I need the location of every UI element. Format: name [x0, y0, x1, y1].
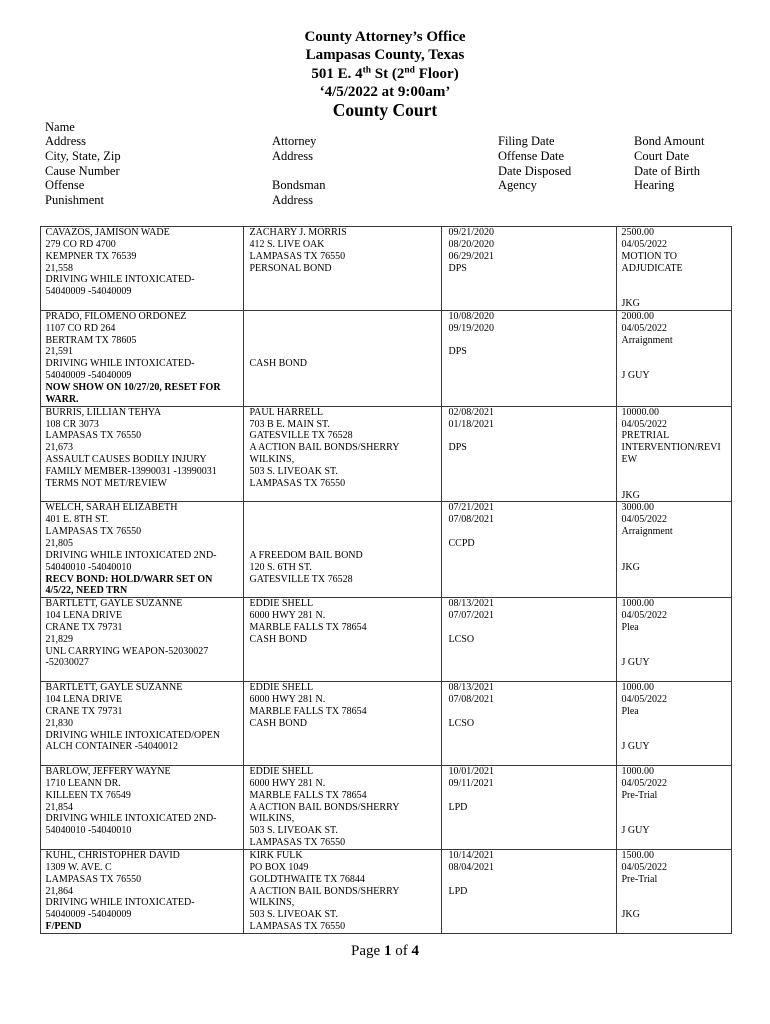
judge: JKG [621, 489, 640, 501]
defendant-city-state-zip: LAMPASAS TX 76550 [45, 873, 142, 885]
court-date: 04/05/2022 [621, 322, 668, 334]
filing-date: 08/13/2021 [448, 682, 495, 694]
offense-line: DRIVING WHILE INTOXICATED 2ND- [45, 549, 217, 561]
bond-cell [617, 598, 732, 682]
legend-label: Date of Birth [634, 163, 700, 178]
docket-table [40, 226, 732, 934]
bondsman-line: 503 S. LIVEOAK ST. [249, 909, 338, 921]
defendant-cell [41, 502, 244, 598]
case-row [41, 682, 732, 766]
counsel-cell [244, 310, 442, 406]
counsel-cell [244, 850, 442, 934]
bondsman-line: LAMPASAS TX 76550 [249, 921, 346, 933]
blank-line [622, 718, 732, 730]
filing-date: 10/14/2021 [448, 850, 495, 861]
agency: DPS [448, 442, 467, 454]
case-row [41, 406, 732, 502]
offense-line: DRIVING WHILE INTOXICATED 2ND- [45, 813, 217, 825]
agency: CCPD [448, 537, 475, 549]
defendant-name: BARTLETT, GAYLE SUZANNE [45, 682, 183, 694]
attorney-line: EDDIE SHELL [249, 598, 314, 610]
attorney-line: MARBLE FALLS TX 78654 [249, 621, 367, 633]
blank-line [622, 646, 732, 658]
legend-counsel [272, 134, 325, 207]
legend-label: Hearing [634, 178, 675, 193]
dates-cell [442, 682, 617, 766]
case-note: 4/5/22, NEED TRN [45, 585, 128, 597]
date-disposed [449, 874, 617, 886]
defendant-address: 108 CR 3073 [45, 418, 99, 430]
bondsman-line: A ACTION BAIL BONDS/SHERRY [249, 442, 400, 454]
defendant-cell [41, 766, 244, 850]
offense-line: 54040010 -54040010 [45, 825, 132, 837]
offense-line: FAMILY MEMBER-13990031 -13990031 [45, 465, 217, 477]
attorney-line: PO BOX 1049 [249, 861, 309, 873]
bond-cell [617, 406, 732, 502]
defendant-city-state-zip: CRANE TX 79731 [45, 621, 123, 633]
office-title: County Attorney’s Office [304, 29, 466, 45]
defendant-city-state-zip: LAMPASAS TX 76550 [45, 526, 142, 538]
filing-date: 10/08/2020 [448, 310, 495, 322]
offense-date: 07/07/2021 [448, 610, 495, 622]
counsel-cell [244, 598, 442, 682]
defendant-name: CAVAZOS, JAMISON WADE [45, 227, 170, 238]
defendant-cell [41, 406, 244, 502]
defendant-city-state-zip: KILLEEN TX 76549 [45, 789, 131, 801]
bond-cell [617, 766, 732, 850]
defendant-cell [41, 682, 244, 766]
blank-line [622, 274, 732, 286]
filing-date: 07/21/2021 [448, 502, 495, 514]
bond-amount: 2000.00 [621, 310, 654, 322]
address-part: St (2 [371, 65, 405, 82]
offense-line: ASSAULT CAUSES BODILY INJURY [45, 454, 207, 466]
legend-label: Offense [45, 178, 85, 193]
dates-cell [442, 227, 617, 311]
counsel-cell [244, 406, 442, 502]
ordinal-suffix: th [362, 65, 372, 75]
court-date: 04/05/2022 [621, 238, 668, 250]
bond-amount: 2500.00 [621, 227, 654, 238]
blank-line [250, 526, 442, 538]
attorney-line: 6000 HWY 281 N. [249, 777, 326, 789]
bond-amount: 10000.00 [621, 406, 659, 418]
defendant-name: PRADO, FILOMENO ORDONEZ [45, 310, 187, 322]
blank-line [622, 886, 732, 898]
bondsman-line: PERSONAL BOND [249, 262, 332, 274]
attorney-line: EDDIE SHELL [249, 766, 314, 778]
bondsman-line: CASH BOND [249, 633, 308, 645]
hearing-line: Arraignment [621, 526, 673, 538]
defendant-address: 1710 LEANN DR. [45, 777, 121, 789]
legend-label: Bondsman [272, 178, 326, 193]
of-label: of [395, 943, 408, 959]
legend-bond [634, 134, 705, 192]
defendant-address: 279 CO RD 4700 [45, 238, 116, 250]
case-row [41, 310, 732, 406]
date-disposed [449, 706, 617, 718]
attorney-line: GOLDTHWAITE TX 76844 [249, 873, 365, 885]
counsel-cell [244, 227, 442, 311]
bondsman-line: LAMPASAS TX 76550 [249, 477, 346, 489]
legend-label: Address [272, 192, 313, 207]
dates-cell [442, 766, 617, 850]
case-row [41, 502, 732, 598]
bondsman-line: WILKINS, [249, 454, 295, 466]
bond-amount: 1000.00 [621, 598, 654, 610]
bondsman-line: WILKINS, [249, 813, 295, 825]
cause-number: 21,829 [45, 633, 73, 645]
agency: LPD [448, 801, 468, 813]
bond-cell [617, 227, 732, 311]
cause-number: 21,591 [45, 346, 73, 358]
dates-cell [442, 598, 617, 682]
dates-cell [442, 406, 617, 502]
punishment-line: TERMS NOT MET/REVIEW [45, 477, 167, 489]
bond-amount: 1000.00 [621, 766, 654, 778]
defendant-address: 1309 W. AVE. C [45, 861, 112, 873]
offense-line: -52030027 [45, 657, 89, 669]
court-date: 04/05/2022 [621, 610, 668, 622]
filing-date: 09/21/2020 [448, 227, 495, 238]
filing-date: 08/13/2021 [448, 598, 495, 610]
legend-dates [498, 134, 571, 192]
legend-label: City, State, Zip [45, 148, 121, 163]
cause-number: 21,558 [45, 262, 73, 274]
legend-label: Address [45, 134, 86, 149]
hearing-line: Pre-Trial [621, 873, 658, 885]
hearing-line: Plea [621, 705, 639, 717]
bondsman-line: A FREEDOM BAIL BOND [249, 549, 363, 561]
attorney-line: KIRK FULK [249, 850, 303, 861]
hearing-line: PRETRIAL [621, 430, 670, 442]
blank-line [622, 550, 732, 562]
judge: J GUY [621, 370, 650, 382]
defendant-city-state-zip: LAMPASAS TX 76550 [45, 430, 142, 442]
offense-line: 54040009 -54040009 [45, 909, 132, 921]
court-name: County Court [332, 100, 438, 120]
counsel-cell [244, 766, 442, 850]
bondsman-line: A ACTION BAIL BONDS/SHERRY [249, 801, 400, 813]
blank-line [622, 813, 732, 825]
offense-date: 07/08/2021 [448, 514, 495, 526]
filing-date: 10/01/2021 [448, 766, 495, 778]
date-disposed [449, 622, 617, 634]
judge: JKG [621, 561, 640, 573]
blank-line [250, 502, 442, 514]
defendant-address: 104 LENA DRIVE [45, 610, 123, 622]
bondsman-line: 503 S. LIVEOAK ST. [249, 825, 338, 837]
offense-date: 09/11/2021 [448, 777, 494, 789]
blank-line [622, 634, 732, 646]
counsel-cell [244, 502, 442, 598]
offense-date: 09/19/2020 [448, 322, 495, 334]
bondsman-line: 120 S. 6TH ST. [249, 561, 312, 573]
defendant-name: BARTLETT, GAYLE SUZANNE [45, 598, 183, 610]
blank-line [622, 802, 732, 814]
cause-number: 21,673 [45, 442, 73, 454]
agency: DPS [448, 346, 467, 358]
defendant-address: 1107 CO RD 264 [45, 322, 116, 334]
hearing-line: Plea [621, 621, 639, 633]
cause-number: 21,854 [45, 801, 73, 813]
bond-cell [617, 682, 732, 766]
case-row [41, 766, 732, 850]
defendant-cell [41, 598, 244, 682]
defendant-city-state-zip: KEMPNER TX 76539 [45, 250, 137, 262]
dates-cell [442, 310, 617, 406]
attorney-line: MARBLE FALLS TX 78654 [249, 789, 367, 801]
current-page: 1 [383, 943, 392, 959]
hearing-line: MOTION TO [621, 250, 677, 262]
attorney-line: LAMPASAS TX 76550 [249, 250, 346, 262]
blank-line [622, 358, 732, 370]
dates-cell [442, 502, 617, 598]
offense-line: 54040009 -54040009 [45, 286, 132, 298]
defendant-city-state-zip: CRANE TX 79731 [45, 705, 123, 717]
case-note: RECV BOND: HOLD/WARR SET ON [45, 573, 213, 585]
defendant-cell [41, 310, 244, 406]
blank-line [622, 478, 732, 490]
date-disposed [449, 526, 617, 538]
blank-line [250, 323, 442, 335]
bond-amount: 3000.00 [621, 502, 654, 514]
offense-line: DRIVING WHILE INTOXICATED/OPEN [45, 729, 221, 741]
cause-number: 21,805 [45, 537, 73, 549]
attorney-line: MARBLE FALLS TX 78654 [249, 705, 367, 717]
offense-line: DRIVING WHILE INTOXICATED- [45, 897, 195, 909]
bondsman-line: LAMPASAS TX 76550 [249, 837, 346, 849]
legend-label: Offense Date [498, 148, 565, 163]
bondsman-line: CASH BOND [249, 358, 308, 370]
agency: DPS [448, 262, 467, 274]
attorney-line: PAUL HARRELL [249, 406, 323, 418]
defendant-name: KUHL, CHRISTOPHER DAVID [45, 850, 180, 861]
blank-line [250, 335, 442, 347]
cause-number: 21,830 [45, 717, 73, 729]
session-datetime: ‘4/5/2022 at 9:00am’ [319, 83, 451, 100]
document-header [0, 28, 770, 119]
legend-label: Court Date [634, 148, 690, 163]
offense-date: 08/04/2021 [448, 861, 495, 873]
legend-label: Filing Date [498, 134, 555, 149]
judge: JKG [621, 909, 640, 921]
attorney-line: 6000 HWY 281 N. [249, 610, 326, 622]
legend-spacer [272, 164, 325, 179]
attorney-line: EDDIE SHELL [249, 682, 314, 694]
date-disposed [449, 430, 617, 442]
judge: J GUY [621, 657, 650, 669]
hearing-line: INTERVENTION/REVI [621, 442, 721, 454]
agency: LPD [448, 885, 468, 897]
dates-cell [442, 850, 617, 934]
court-date: 04/05/2022 [621, 418, 668, 430]
hearing-line: ADJUDICATE [621, 262, 683, 274]
filing-date: 02/08/2021 [448, 406, 495, 418]
bond-amount: 1500.00 [621, 850, 654, 861]
offense-line: ALCH CONTAINER -54040012 [45, 741, 179, 753]
court-date: 04/05/2022 [621, 514, 668, 526]
blank-line [622, 346, 732, 358]
blank-line [250, 514, 442, 526]
defendant-name: WELCH, SARAH ELIZABETH [45, 502, 178, 514]
attorney-line: 6000 HWY 281 N. [249, 693, 326, 705]
bond-amount: 1000.00 [621, 682, 654, 694]
case-note: WARR. [45, 393, 79, 405]
address-part: Floor) [414, 65, 459, 82]
agency: LCSO [448, 717, 475, 729]
date-disposed: 06/29/2021 [448, 250, 495, 262]
attorney-line: 412 S. LIVE OAK [249, 238, 325, 250]
county-line: Lampasas County, Texas [305, 47, 465, 64]
bondsman-line: WILKINS, [249, 897, 295, 909]
defendant-cell [41, 227, 244, 311]
judge: J GUY [621, 825, 650, 837]
hearing-line: Arraignment [621, 334, 673, 346]
judge: J GUY [621, 741, 650, 753]
ordinal-suffix: nd [404, 65, 415, 75]
blank-line [250, 538, 442, 550]
counsel-cell [244, 682, 442, 766]
bondsman-line: A ACTION BAIL BONDS/SHERRY [249, 885, 400, 897]
blank-line [622, 286, 732, 298]
defendant-cell [41, 850, 244, 934]
page-label: Page [351, 943, 381, 959]
office-address [0, 65, 770, 83]
blank-line [622, 730, 732, 742]
offense-line: DRIVING WHILE INTOXICATED- [45, 274, 195, 286]
legend-label: Punishment [45, 192, 105, 207]
bondsman-line: 503 S. LIVEOAK ST. [249, 465, 338, 477]
total-pages: 4 [411, 943, 419, 959]
legend-label: Address [272, 148, 313, 163]
date-disposed [449, 335, 617, 347]
legend-label: Date Disposed [498, 163, 572, 178]
bondsman-line: GATESVILLE TX 76528 [249, 573, 353, 585]
attorney-line: ZACHARY J. MORRIS [249, 227, 347, 238]
attorney-line: 703 B E. MAIN ST. [249, 418, 330, 430]
blank-line [622, 538, 732, 550]
blank-line [250, 311, 442, 323]
defendant-city-state-zip: BERTRAM TX 78605 [45, 334, 137, 346]
offense-date: 07/08/2021 [448, 693, 495, 705]
court-date: 04/05/2022 [621, 861, 668, 873]
legend-label: Cause Number [45, 163, 120, 178]
offense-date: 08/20/2020 [448, 238, 495, 250]
cause-number: 21,864 [45, 885, 73, 897]
legend-defendant [45, 120, 121, 208]
blank-line [622, 466, 732, 478]
court-date: 04/05/2022 [621, 693, 668, 705]
agency: LCSO [448, 633, 475, 645]
legend-label: Bond Amount [634, 134, 705, 149]
blank-line [250, 346, 442, 358]
defendant-name: BURRIS, LILLIAN TEHYA [45, 406, 162, 418]
case-row [41, 227, 732, 311]
bondsman-line: CASH BOND [249, 717, 308, 729]
case-row [41, 598, 732, 682]
legend-label: Attorney [272, 134, 317, 149]
case-note: F/PEND [45, 921, 82, 933]
offense-line: 54040009 -54040009 [45, 370, 132, 382]
court-date: 04/05/2022 [621, 777, 668, 789]
defendant-address: 401 E. 8TH ST. [45, 514, 109, 526]
case-note: NOW SHOW ON 10/27/20, RESET FOR [45, 382, 221, 393]
judge: JKG [621, 298, 640, 310]
legend-label: Name [45, 119, 75, 134]
date-disposed [449, 790, 617, 802]
hearing-line: Pre-Trial [621, 789, 658, 801]
offense-date: 01/18/2021 [448, 418, 495, 430]
legend-label: Agency [498, 178, 537, 193]
offense-line: DRIVING WHILE INTOXICATED- [45, 358, 195, 370]
bond-cell [617, 850, 732, 934]
page-indicator [0, 942, 770, 960]
bond-cell [617, 502, 732, 598]
hearing-line: EW [621, 454, 638, 466]
attorney-line: GATESVILLE TX 76528 [249, 430, 353, 442]
case-row [41, 850, 732, 934]
address-part: 501 E. 4 [311, 65, 363, 82]
offense-line: UNL CARRYING WEAPON-52030027 [45, 645, 209, 657]
blank-line [622, 897, 732, 909]
defendant-address: 104 LENA DRIVE [45, 693, 123, 705]
bond-cell [617, 310, 732, 406]
defendant-name: BARLOW, JEFFERY WAYNE [45, 766, 171, 778]
docket-body [41, 227, 732, 934]
offense-line: 54040010 -54040010 [45, 561, 132, 573]
